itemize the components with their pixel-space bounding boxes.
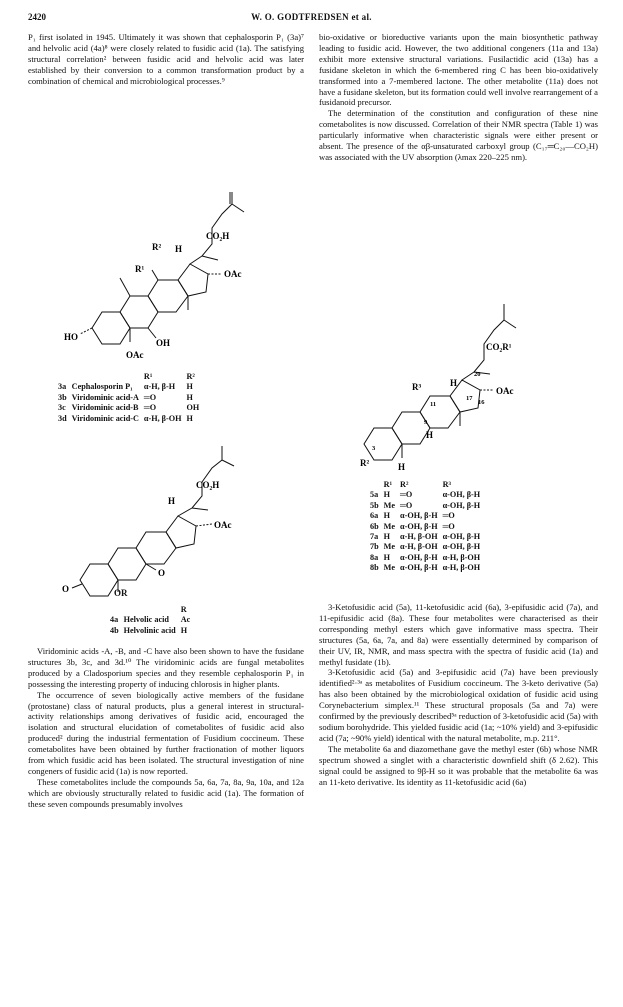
structure-3-table-cell: α-H, β-OH [143,413,182,423]
structure-5-table-cell: ═O [442,511,455,521]
structure-5-table-cell: 8a [370,552,379,562]
structure-5-table-cell: α-OH, β-H [400,521,438,531]
structure-3-table-row [58,414,204,424]
structure-5-table-cell: 5b [370,500,379,510]
structure-5-table-cell: Me [383,542,396,552]
structure-5-table-cell: ═O [400,500,413,510]
s4-oac-label: OAc [214,520,232,530]
structure-3-table-cell: α-H, β-H [143,382,176,392]
structure-5-table-cell: α-H, β-OH [442,552,481,562]
paragraph-viridominic: Viridominic acids -A, -B, and -C have also been shown to have the fusidane structures 3b, 3c, and 3d.¹⁰ The viridominic acids are fungal metabolites produced by a Cladosporium species and they resemble cephalosporin P₁ in possessing the interesting property of inducing chlorosis in higher plants. [28,646,304,689]
s5-r2-label: R² [360,458,370,468]
structure-4-table-cell: 4b [110,625,119,635]
structure-5-table-cell: H [383,511,391,521]
structure-3-table-header-cell: R² [186,372,195,381]
structure-3-table-cell: ═O [143,403,157,413]
paragraph-determination: The determination of the constitution and configuration of these nine cometabolites is now discussed. Correlation of their NMR spectra (Table 1) was particularly informative when characteristic signals were either present or absent. The presence of the αβ-unsaturated carboxyl group (C₁₇═C₂₀—CO₂H) was associated with the UV absorption (λmax 220–225 nm). [319,108,598,162]
structure-5-table-cell: 8b [370,563,379,573]
structure-5-table-row [370,522,485,532]
structure-5-table-cell: ═O [442,521,455,531]
structure-3-table [58,372,204,424]
structure-3-table-cell: H [186,382,193,392]
s5-11-label: 11 [430,401,437,408]
structure-5-table-cell: α-H, β-OH [400,532,438,542]
paragraph-diazomethane: The metabolite 6a and diazomethane gave the methyl ester (6b) whose NMR spectrum showed a singlet with a characteristic downfield shift (δ 2.62). This signal could be assigned to 9β-H so it was probable that the metabolite 6a was an 11-keto derivative. Its identity as 11-ketofusidic acid (6a) [319,743,598,787]
structure-3-table-header-cell [72,372,144,382]
structure-4-table-row [110,626,195,636]
s5-oac-label: OAc [496,386,514,396]
structure-5-table-cell: Me [383,563,396,573]
structure-5-table-row [370,542,485,552]
structure-3-table-header-cell: R¹ [143,372,153,381]
structure-4-table-cell: H [180,625,188,635]
right-column-bottom [319,602,598,787]
running-header [28,12,595,26]
s3-oac-bottom-label: OAc [126,350,144,360]
intro-paragraph: P₁ first isolated in 1945. Ultimately it was shown that cephalosporin P₁ (3a)⁷ and helvolic acid (4a)⁸ were closely related to fusidic acid (1a). The satisfying structural correlation² between fusidic acid and helvolic acid was later established by their conversion to a common transformation product by a combination of chemical and microbiological processes.⁹ [28,32,304,86]
structure-4-table-header-row [110,605,195,615]
structure-3-table-cell: 3c [58,403,66,413]
left-column-bottom [28,646,304,810]
s5-h-b-label: H [426,430,434,440]
running-authors: W. O. GODTFREDSEN et al. [251,12,372,22]
structure-5-table-row [370,511,485,521]
structure-5-table-cell: α-OH, β-H [400,552,438,562]
paragraph-cometabolites: These cometabolites include the compounds 5a, 6a, 7a, 8a, 9a, 10a, and 12a which are obviously structurally related to fusidic acid (1a). The formation of these seven compounds presumably involves [28,776,304,809]
structure-5-table-cell: α-OH, β-H [400,563,438,573]
structure-4-table-cell: Ac [180,615,191,625]
s5-h-a-label: H [450,378,458,388]
structure-5-table-row [370,553,485,563]
paragraph-previously-identified: 3-Ketofusidic acid (5a) and 3-epifusidic acid (7a) have been previously identified²·³ᵃ as metabolites of Fusidium coccineum. The 3-keto derivative (5a) has also been obtained by the microbiological oxidation of fusidic acid using Corynebacterium simplex.¹¹ These structural proposals (5a and 7a) were confirmed by the previously described⁵ᵃ reduction of 3-ketofusidic acid (5a) with sodium borohydride. This yielded fusidic acid (1a; ~10% yield) and 3-epifusidic acid (7a; ~90% yield) identical with the natural metabolite, m.p. 211°. [319,667,598,743]
structure-3-table-header-row [58,372,204,382]
structure-5-table-cell: 7a [370,532,379,542]
structure-5-table-cell: H [383,490,391,500]
s3-ho-label: HO [64,332,79,342]
s4-co2h-label: CO₂H [196,480,220,490]
s3-oh-label: OH [156,338,171,348]
structure-5-table-cell: Me [383,500,396,510]
structure-4-table-cell: Helvolic acid [123,615,169,625]
structure-5-table-cell: H [383,532,391,542]
right-column-top [319,32,598,163]
structure-4-table-header-cell: R [180,605,187,614]
s5-16-label: 16 [478,399,485,406]
structure-3-table-cell: Viridominic acid-C [71,413,139,423]
paragraph-bio-oxidative: bio-oxidative or bioreductive variants upon the main biosynthetic pathway leading to fusidic acid. However, the two additional congeners (11a and 13a) exhibit more extensive structural variations. Fusilactidic acid (13a) has a fusidane skeleton in which the 6-membered ring C has been bio-oxidatively transformed into a 7-membered lactone. The other metabolite (11a) does not have a fusidane skeleton, but its formation could well involve rearrangement of a fusidanoid precursor. [319,32,598,108]
s5-9-label: 9 [424,419,428,426]
structure-5-table-cell: 5a [370,490,379,500]
structure-4-table-header-cell [110,605,124,615]
structure-3-table-cell: ═O [143,392,157,402]
page-number: 2420 [28,12,46,22]
s4-or-label: OR [114,588,128,598]
structure-3-table-cell: Cephalosporin P₁ [71,382,133,392]
s5-h-c-label: H [398,462,406,472]
structure-5-table-cell: α-H, β-OH [400,542,438,552]
structure-3-table-cell: H [186,413,193,423]
structure-3-table-cell: H [186,392,193,402]
structure-3-table-cell: OH [186,403,200,413]
structure-5-table-header-row [370,480,485,490]
structure-5-table-cell: ═O [400,490,413,500]
structure-5-table-row [370,490,485,500]
structure-5-table-cell: α-OH, β-H [442,532,481,542]
structure-5-table-cell: Me [383,521,396,531]
s3-r1-label: R¹ [135,264,145,274]
structure-5-table-cell: α-OH, β-H [400,511,438,521]
structure-3-table-row [58,382,204,392]
structure-5-table-cell: H [383,552,391,562]
s3-co2h-label: CO₂H [206,231,230,241]
structure-5-table-cell: 6b [370,521,379,531]
s5-3-label: 3 [372,445,376,452]
s5-r3-label: R³ [412,382,422,392]
structure-5-table-header-cell: R¹ [383,480,393,489]
s3-oac-label: OAc [224,269,242,279]
structure-3-table-row [58,403,204,413]
s5-co2r1-label: CO₂R¹ [486,342,512,352]
structure-3-table-cell: 3b [58,392,67,402]
paragraph-occurrence: The occurrence of seven biologically active members of the fusidane (protostane) class of natural products, plus a general interest in structural-activity relationships among derivatives of fusidic acid, encouraged the isolation and structural elucidation of cometabolites of fusidic acid also produced² during the industrial fermentation of Fusidium coccineum. These cometabolites have been obtained by further fractionation of mother liquors from which fusidic acid has been isolated. The structural investigation of nine congeners of fusidic acid (1a) is now reported. [28,689,304,776]
s5-20-label: 20 [474,371,481,378]
s5-17-label: 17 [466,395,473,402]
structure-5-table-row [370,501,485,511]
left-column-top [28,32,304,87]
structure-5-table-header-cell: R² [400,480,409,489]
s4-o-left-label: O [62,584,70,594]
s3-h-label: H [175,244,183,254]
s4-h-label: H [168,496,176,506]
s4-o-right-label: O [158,568,166,578]
structure-5-table-header-cell: R³ [442,480,451,489]
structure-3-table-cell: Viridominic acid-A [71,392,139,402]
structure-5-table-cell: α-OH, β-H [442,490,481,500]
structure-3-table-row [58,393,204,403]
structure-4-table-cell: Helvolinic acid [123,625,176,635]
paragraph-ketofusidic: 3-Ketofusidic acid (5a), 11-ketofusidic acid (6a), 3-epifusidic acid (7a), and 11-epifusidic acid (8a). These four metabolites were characterised as their corresponding methyl esters which gave informative mass spectra. Their structures (5a, 6a, 7a, and 8a) were essentially determined by comparison of their UV, IR, NMR, and mass spectra with the spectra of fusidic acid (1a) and methyl fusidate (1b). [319,602,598,667]
structure-3-table-header-cell [58,372,72,382]
structure-3-diagram [60,178,280,373]
structure-3-table-cell: 3d [58,413,67,423]
structure-5-table-cell: α-H, β-OH [442,563,481,573]
structure-4-table-cell: 4a [110,615,119,625]
structure-5-table [370,480,485,574]
structure-3-table-cell: 3a [58,382,67,392]
structure-5-table-row [370,532,485,542]
structure-5-table-cell: 7b [370,542,379,552]
structure-4-table [110,605,195,636]
structure-5-table-cell: α-OH, β-H [442,542,481,552]
structure-4-table-header-cell [124,605,181,615]
structure-4-diagram [62,438,290,598]
structure-5-diagram [360,300,588,490]
structure-4-table-row [110,615,195,625]
s3-r2-label: R² [152,242,162,252]
structure-5-table-row [370,563,485,573]
structure-5-table-cell: α-OH, β-H [442,500,481,510]
structure-5-table-header-cell [370,480,384,490]
structure-3-table-cell: Viridominic acid-B [71,403,139,413]
structure-5-table-cell: 6a [370,511,379,521]
